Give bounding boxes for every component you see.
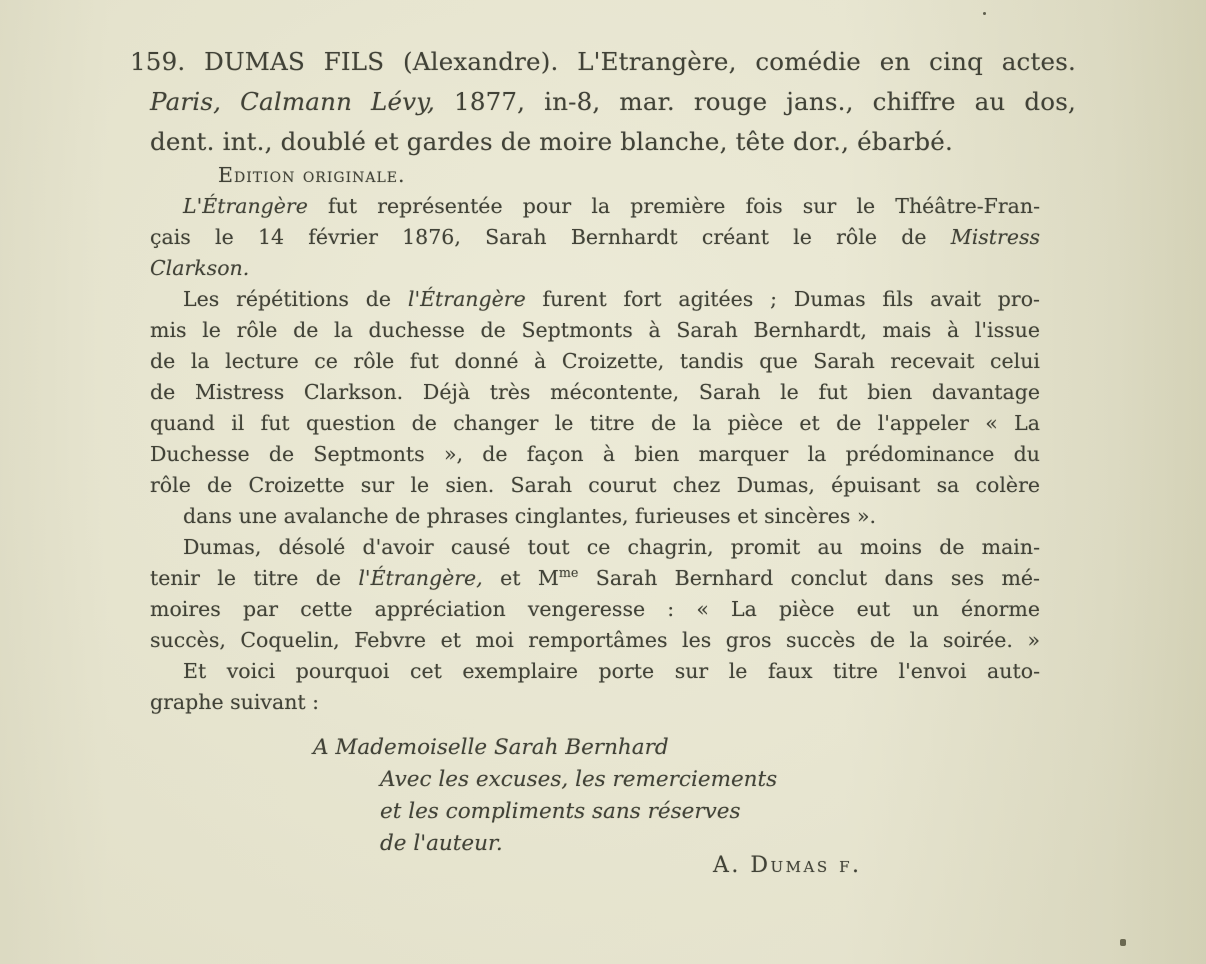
body-text-line: succès, Coquelin, Febvre et moi remportâmes les gros succès de la soirée. » — [150, 628, 1040, 652]
body-text-line: rôle de Croizette sur le sien. Sarah courut chez Dumas, épuisant sa colère — [150, 473, 1040, 497]
catalog-entry-heading — [130, 42, 1076, 162]
edition-note: Edition originale. — [218, 163, 406, 187]
entry-description — [150, 160, 1040, 718]
body-text-line: tenir le titre de l'Étrangère, et $M^{me}$ Sarah Bernhard conclut dans ses mé- — [150, 565, 1040, 590]
autograph-signature: A. Dumas f. — [713, 853, 862, 878]
autograph-dedication — [150, 732, 910, 860]
paper-speck — [983, 12, 986, 15]
body-text-line: dans une avalanche de phrases cinglantes, furieuses et sincères ». — [183, 504, 877, 528]
body-text-line: mis le rôle de la duchesse de Septmonts à Sarah Bernhardt, mais à l'issue — [150, 318, 1040, 342]
body-text-line: Et voici pourquoi cet exemplaire porte sur le faux titre l'envoi auto- — [183, 659, 1040, 683]
body-text-line: L'Étrangère fut représentée pour la première fois sur le Théâtre-Fran- — [183, 194, 1040, 218]
dedication-line: de l'auteur. — [380, 831, 503, 856]
dedication-line: Avec les excuses, les remerciements — [380, 767, 778, 792]
body-text-line: graphe suivant : — [150, 690, 320, 714]
dedication-line: A Mademoiselle Sarah Bernhard — [313, 735, 669, 760]
heading-line: 159. DUMAS FILS (Alexandre). L'Etrangère, comédie en cinq actes. — [130, 47, 1076, 76]
heading-line: Paris, Calmann Lévy, 1877, in-8, mar. rouge jans., chiffre au dos, — [150, 87, 1076, 116]
body-text-line: Duchesse de Septmonts », de façon à bien marquer la prédominance du — [150, 442, 1040, 466]
body-text-line: Les répétitions de l'Étrangère furent fort agitées ; Dumas fils avait pro- — [183, 287, 1040, 311]
dedication-line: et les compliments sans réserves — [380, 799, 741, 824]
body-text-line: Dumas, désolé d'avoir causé tout ce chagrin, promit au moins de main- — [183, 535, 1040, 559]
heading-line: dent. int., doublé et gardes de moire blanche, tête dor., ébarbé. — [150, 127, 953, 156]
body-text-line: quand il fut question de changer le titre de la pièce et de l'appeler « La — [150, 411, 1040, 435]
body-text-line: çais le 14 février 1876, Sarah Bernhardt créant le rôle de Mistress — [150, 225, 1040, 249]
body-text-line: de Mistress Clarkson. Déjà très mécontente, Sarah le fut bien davantage — [150, 380, 1040, 404]
body-text-line: de la lecture ce rôle fut donné à Croizette, tandis que Sarah recevait celui — [150, 349, 1040, 373]
paper-speck — [1120, 939, 1126, 946]
body-text-line: Clarkson. — [150, 256, 250, 280]
body-text-line: moires par cette appréciation vengeresse : « La pièce eut un énorme — [150, 597, 1040, 621]
